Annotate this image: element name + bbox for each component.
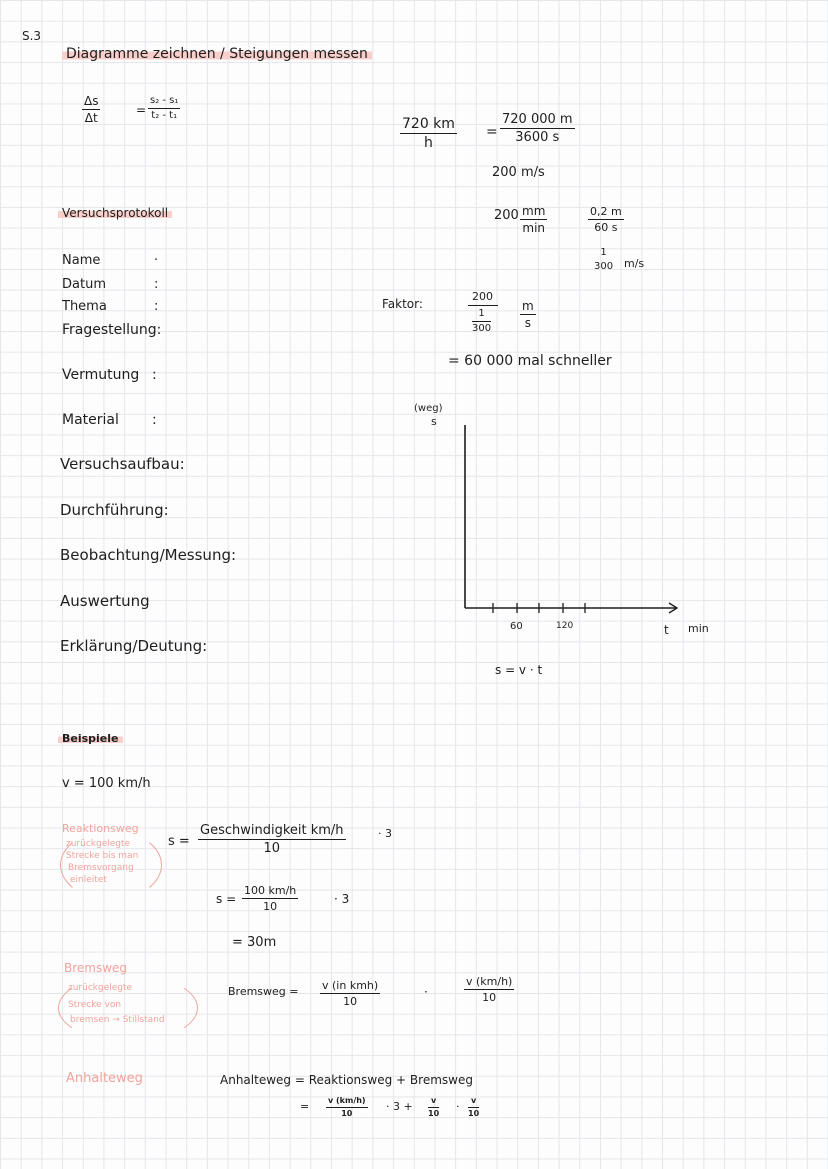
reaction-result: = 30m [232, 935, 277, 950]
protocol-field-erklaerung: Erklärung/Deutung: [60, 637, 208, 655]
reaction-note-line: Bremsvorgang [68, 863, 134, 873]
protocol-field-vermutung: Vermutung : [62, 367, 157, 383]
protocol-field-versuchsaufbau: Versuchsaufbau: [60, 455, 185, 473]
reaction-note-title: Reaktionsweg [62, 822, 139, 835]
reaction-factor: · 3 [378, 827, 392, 840]
graph-formula: s = v · t [495, 663, 543, 677]
stopping-f2: $\frac{v}{10}$ [428, 1096, 440, 1118]
mm-value: 200 [494, 208, 519, 223]
kmh-fraction: $\frac{720 km}{h}$ [402, 116, 455, 151]
braking-note-line: zurückgelegte [68, 983, 133, 993]
graph-y-label: s [431, 415, 437, 428]
protocol-field-datum: Datum : [62, 277, 159, 292]
slope-equals: = [136, 103, 147, 117]
braking-note-line: bremsen → Stillstand [70, 1015, 165, 1025]
faktor-unit: $\frac{m}{s}$ [522, 299, 534, 330]
graph-y-label-top: (weg) [414, 403, 443, 414]
braking-fraction: v (in kmh) 10 [322, 979, 379, 1008]
reaction-fraction: Geschwindigkeit km/h 10 [200, 823, 344, 856]
braking-dot: · [424, 985, 428, 999]
protocol-field-beobachtung: Beobachtung/Messung: [60, 546, 237, 564]
protocol-field-thema: Thema : [62, 299, 159, 314]
protocol-field-material: Material : [62, 412, 157, 428]
graph-axes [455, 420, 695, 620]
small-unit: m/s [624, 257, 645, 270]
mm-per-min: mm min [522, 204, 546, 235]
reaction-note-line: Strecke bis man [66, 851, 139, 861]
page-number: S.3 [22, 29, 42, 43]
reaction-factor-2: · 3 [334, 892, 350, 906]
faktor-label: Faktor: [382, 297, 423, 311]
protocol-field-name: Name · [62, 253, 159, 268]
faktor-top: 200 [472, 290, 493, 303]
conversion-equals: = [486, 124, 498, 140]
graph-x-unit: min [688, 622, 709, 635]
stopping-dot: · [456, 1100, 460, 1113]
reaction-note-line: zurückgelegte [66, 839, 131, 849]
stopping-times3: · 3 + [386, 1100, 413, 1113]
meters-per-60s: $\frac{0,2 m}{60 s}$ [590, 205, 622, 234]
protocol-field-durchfuehrung: Durchführung: [60, 501, 169, 519]
protocol-title: Versuchsprotokoll [58, 207, 172, 219]
protocol-field-auswertung: Auswertung [60, 592, 150, 610]
examples-title: Beispiele [58, 733, 123, 744]
braking-label: Bremsweg = [228, 985, 299, 998]
reaction-fraction-2: $\frac{100 km/h}{10}$ [244, 884, 297, 913]
example-speed: v = 100 km/h [62, 776, 151, 791]
faktor-line [468, 305, 498, 306]
meters-seconds-fraction: $\frac{720 000 m}{3600 s}$ [502, 112, 573, 145]
stopping-eq: = [300, 1100, 310, 1113]
s2-s1-over-t2-t1: $\frac{\text{s₂ - s₁}}{\text{t₂ - t₁}}$ [150, 95, 179, 121]
graph-tick-60: 60 [510, 621, 523, 632]
stopping-note-title: Anhalteweg [66, 1071, 143, 1086]
delta-s-over-delta-t: $\frac{\Delta s}{\Delta t}$ [84, 94, 99, 125]
graph-x-label: t [664, 623, 669, 637]
stopping-f1: $\frac{v (km/h)}{10}$ [328, 1096, 366, 1118]
reaction-s2-eq: s = [216, 892, 237, 906]
faktor-mid: $\frac{1}{300}$ [472, 308, 492, 334]
one-over-300: 1 300 [594, 247, 614, 272]
braking-fraction-2: $\frac{v (km/h)}{10}$ [466, 975, 513, 1004]
protocol-field-fragestellung: Fragestellung: [62, 322, 162, 338]
stopping-f3: $\frac{v}{10}$ [468, 1096, 480, 1118]
stopping-formula: Anhalteweg = Reaktionsweg + Bremsweg [220, 1073, 473, 1087]
page-title: Diagramme zeichnen / Steigungen messen [62, 47, 372, 61]
braking-note-title: Bremsweg [64, 961, 128, 975]
reaction-s-eq: s = [168, 834, 190, 849]
faktor-result: = 60 000 mal schneller [448, 353, 612, 369]
graph-tick-120: 120 [556, 621, 574, 631]
braking-note-line: Strecke von [68, 1000, 122, 1010]
result-200ms: 200 m/s [492, 165, 545, 180]
reaction-note-line: einleitet [70, 875, 107, 885]
